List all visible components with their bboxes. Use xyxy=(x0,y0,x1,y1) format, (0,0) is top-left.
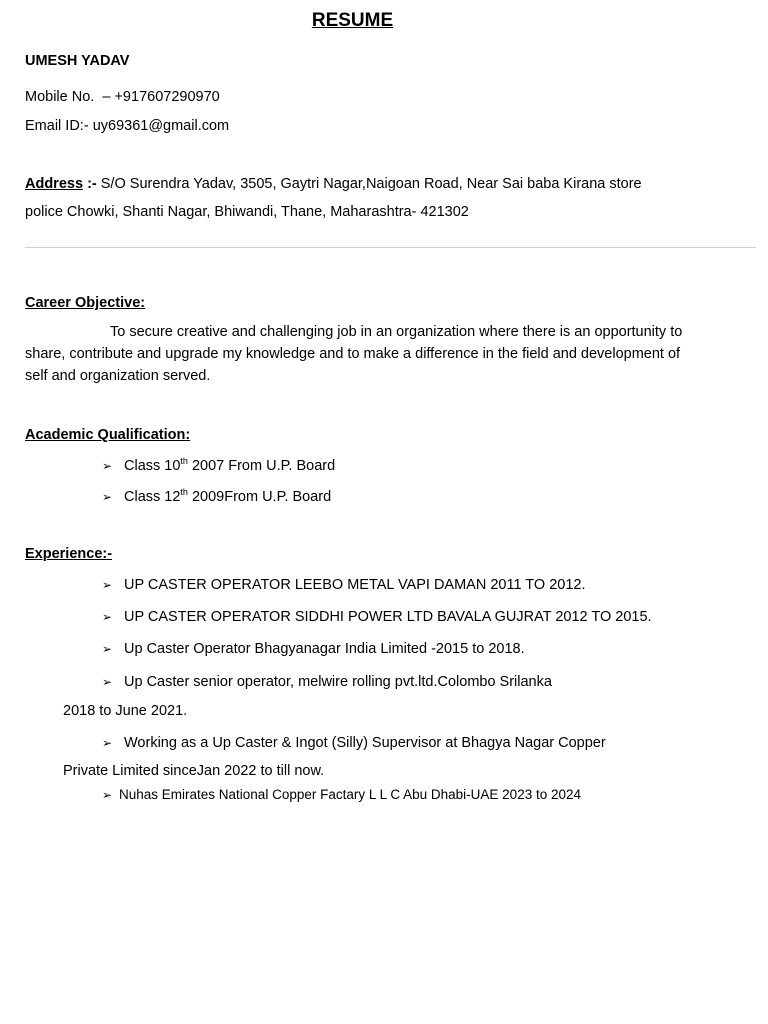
section-divider xyxy=(25,247,756,248)
academic-item: ➢ Class 10th 2007 From U.P. Board xyxy=(102,456,336,474)
experience-item: ➢ UP CASTER OPERATOR SIDDHI POWER LTD BAVALA GUJRAT 2012 TO 2015. xyxy=(102,609,652,625)
experience-item: ➢ Nuhas Emirates National Copper Factary L L C Abu Dhabi-UAE 2023 to 2024 xyxy=(102,787,581,802)
address-text-1: S/O Surendra Yadav, 3505, Gaytri Nagar,Naigoan Road, Near Sai baba Kirana store xyxy=(100,176,642,192)
academic-item: ➢ Class 12th 2009From U.P. Board xyxy=(102,487,332,505)
academic-heading: Academic Qualification: xyxy=(25,427,191,443)
experience-continuation: 2018 to June 2021. xyxy=(63,703,188,719)
career-objective-heading: Career Objective: xyxy=(25,295,146,311)
address-line-2: police Chowki, Shanti Nagar, Bhiwandi, Thane, Maharashtra- 421302 xyxy=(25,204,469,220)
email-label: Email ID:- xyxy=(25,118,89,134)
arrow-bullet-icon: ➢ xyxy=(102,788,113,802)
experience-item: ➢ Up Caster Operator Bhagyanagar India Limited -2015 to 2018. xyxy=(102,641,525,657)
email-line xyxy=(25,117,229,135)
mobile-value: – +917607290970 xyxy=(102,89,220,105)
experience-heading: Experience:- xyxy=(25,546,113,562)
arrow-bullet-icon: ➢ xyxy=(102,736,113,750)
experience-item: ➢ UP CASTER OPERATOR LEEBO METAL VAPI DAMAN 2011 TO 2012. xyxy=(102,577,586,593)
mobile-label: Mobile No. xyxy=(25,89,95,105)
arrow-bullet-icon: ➢ xyxy=(102,578,113,592)
career-objective-text xyxy=(25,321,685,387)
experience-continuation: Private Limited sinceJan 2022 to till now. xyxy=(63,763,325,779)
arrow-bullet-icon: ➢ xyxy=(102,490,113,504)
arrow-bullet-icon: ➢ xyxy=(102,459,113,473)
address-label: Address xyxy=(25,176,84,192)
mobile-line xyxy=(25,88,220,106)
email-value: uy69361@gmail.com xyxy=(92,118,230,134)
page-title: RESUME xyxy=(311,10,394,31)
arrow-bullet-icon: ➢ xyxy=(102,675,113,689)
arrow-bullet-icon: ➢ xyxy=(102,642,113,656)
address-line-1 xyxy=(25,175,642,193)
arrow-bullet-icon: ➢ xyxy=(102,610,113,624)
experience-item: ➢ Up Caster senior operator, melwire rolling pvt.ltd.Colombo Srilanka xyxy=(102,674,552,690)
career-objective-body: To secure creative and challenging job in an organization where there is an opportunity to share, contribute and upgrade my knowledge and to make a difference in the field and development of self and organization served. xyxy=(25,324,683,384)
address-separator: :- xyxy=(87,176,97,192)
candidate-name: UMESH YADAV xyxy=(25,53,130,69)
experience-item: ➢ Working as a Up Caster & Ingot (Silly) Supervisor at Bhagya Nagar Copper xyxy=(102,735,606,751)
